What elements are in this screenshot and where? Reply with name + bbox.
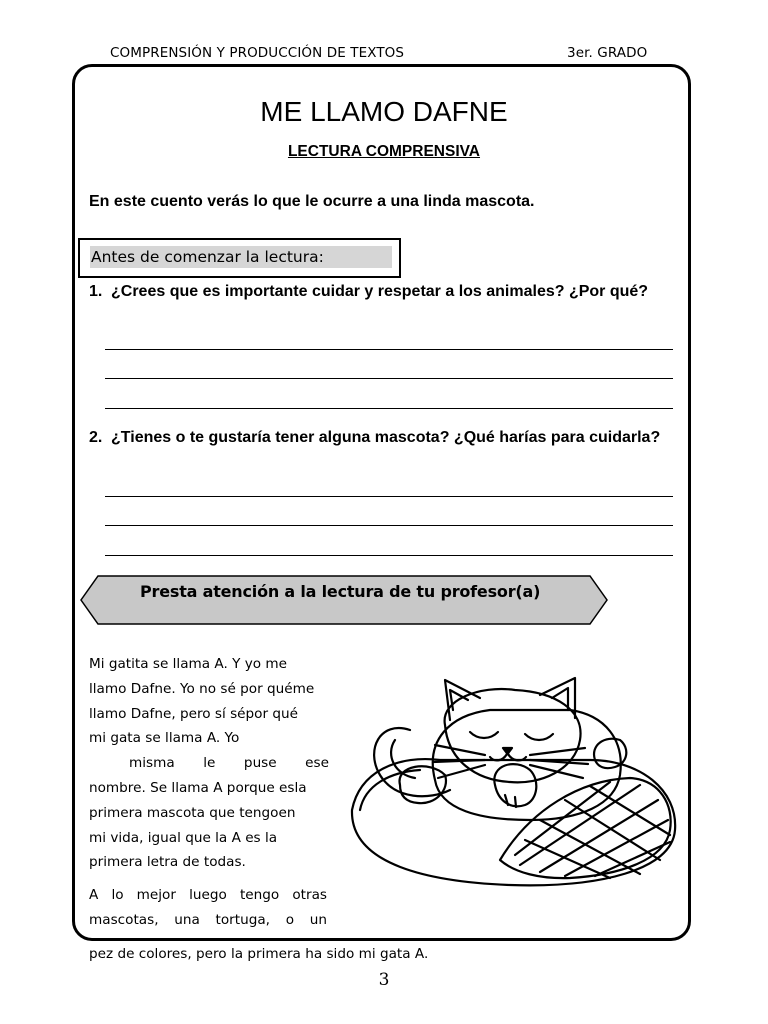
story-paragraph-2 xyxy=(89,883,327,933)
story-line: nombre. Se llama A porque esla xyxy=(89,779,307,796)
answer-line[interactable] xyxy=(105,378,673,379)
answer-line[interactable] xyxy=(105,349,673,350)
question-text: ¿Tienes o te gustaría tener alguna mascota? ¿Qué harías para cuidarla? xyxy=(111,429,661,446)
question-text: ¿Crees que es importante cuidar y respetar a los animales? ¿Por qué? xyxy=(111,283,649,300)
page-title: ME LLAMO DAFNE xyxy=(260,96,508,127)
header-left: COMPRENSIÓN Y PRODUCCIÓN DE TEXTOS xyxy=(110,45,405,61)
answer-line[interactable] xyxy=(105,555,673,556)
cat-in-slipper-illustration xyxy=(340,660,685,890)
question-2 xyxy=(89,428,675,448)
banner-text: Presta atención a la lectura de tu profesor(a) xyxy=(140,582,541,601)
question-number: 2. xyxy=(89,429,103,446)
before-reading-label: Antes de comenzar la lectura: xyxy=(90,246,392,268)
answer-line[interactable] xyxy=(105,408,673,409)
story-line: mi gata se llama A. Yo xyxy=(89,730,240,747)
story-line: mi vida, igual que la A es la xyxy=(89,829,278,846)
page-number: 3 xyxy=(378,970,390,990)
story-paragraph-1 xyxy=(89,652,329,875)
story-tail: pez de colores, pero la primera ha sido mi gata A. xyxy=(89,946,429,962)
story-line: A lo mejor luego tengo otras xyxy=(89,887,327,904)
page-subtitle: LECTURA COMPRENSIVA xyxy=(287,143,481,160)
story-line: misma le puse ese xyxy=(129,755,329,772)
story-line: primera letra de todas. xyxy=(89,854,246,871)
story-line: primera mascota que tengoen xyxy=(89,804,296,821)
answer-line[interactable] xyxy=(105,496,673,497)
story-line: mascotas, una tortuga, o un xyxy=(89,911,327,928)
header-right: 3er. GRADO xyxy=(567,45,648,61)
intro-text: En este cuento verás lo que le ocurre a una linda mascota. xyxy=(89,193,535,210)
question-number: 1. xyxy=(89,283,103,300)
answer-line[interactable] xyxy=(105,525,673,526)
question-1 xyxy=(89,282,675,302)
story-line: llamo Dafne, pero sí sépor qué xyxy=(89,705,298,722)
story-text xyxy=(89,652,329,933)
story-line: Mi gatita se llama A. Y yo me xyxy=(89,656,288,672)
before-reading-box xyxy=(78,238,401,278)
story-line: llamo Dafne. Yo no sé por quéme xyxy=(89,680,315,697)
